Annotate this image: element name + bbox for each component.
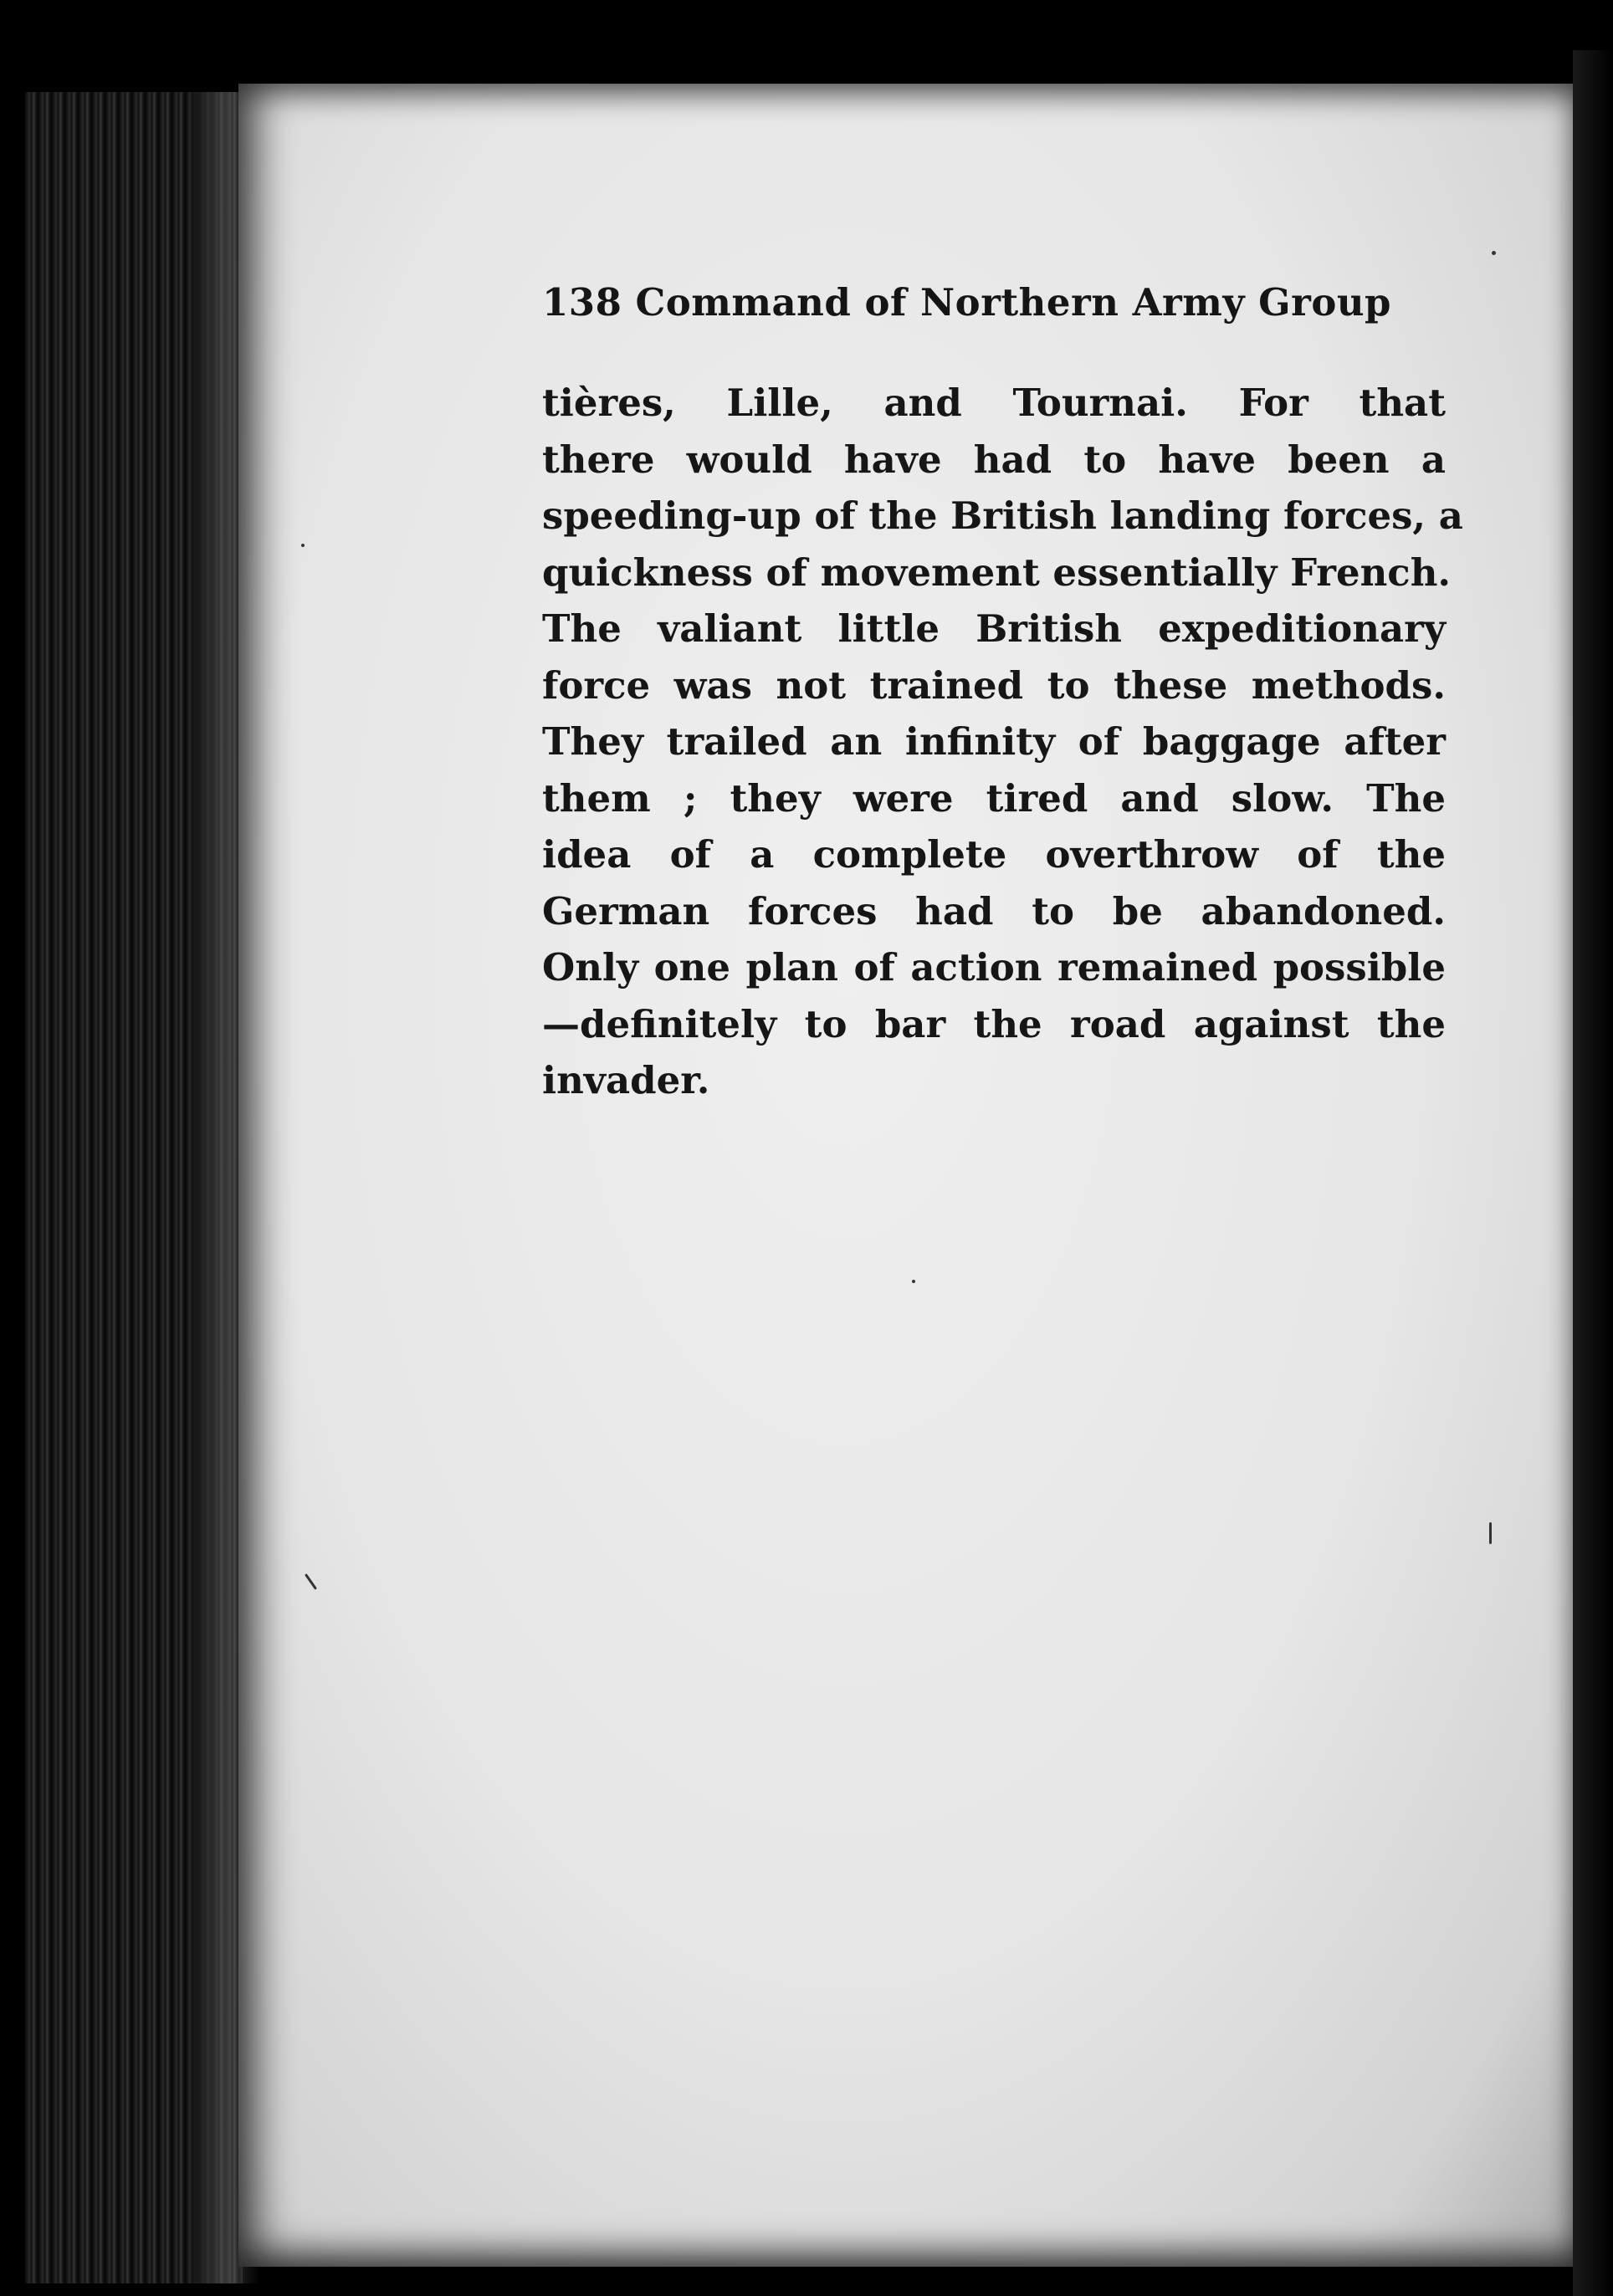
running-head-title: Command of Northern Army Group [635, 280, 1392, 325]
text-line: Only one plan of action remained possible [542, 945, 1446, 989]
text-line: German forces had to be abandoned. [542, 888, 1446, 933]
text-line: there would have had to have been a [542, 437, 1446, 482]
scan-speck [1492, 251, 1496, 255]
text-line: idea of a complete overthrow of the [542, 832, 1446, 877]
text-line: force was not trained to these methods. [542, 662, 1446, 708]
text-line: invader. [542, 1058, 710, 1102]
page-number: 138 [542, 280, 622, 325]
scan-speck [912, 1280, 915, 1283]
running-head [542, 280, 1446, 325]
text-line: speeding-up of the British landing forces, a [542, 493, 1463, 538]
body-text [542, 375, 1463, 1109]
right-scan-border [1573, 50, 1613, 2296]
text-line: tières, Lille, and Tournai. For that [542, 381, 1446, 425]
scan-speck [1489, 1522, 1492, 1544]
text-line: —definitely to bar the road against the [542, 1001, 1446, 1046]
text-line: quickness of movement essentially French. [542, 550, 1452, 595]
text-line: They trailed an infinity of baggage after [542, 719, 1446, 764]
text-line: them ; they were tired and slow. The [542, 775, 1446, 821]
text-line: The valiant little British expeditionary [542, 606, 1446, 651]
scan-speck [301, 544, 305, 547]
